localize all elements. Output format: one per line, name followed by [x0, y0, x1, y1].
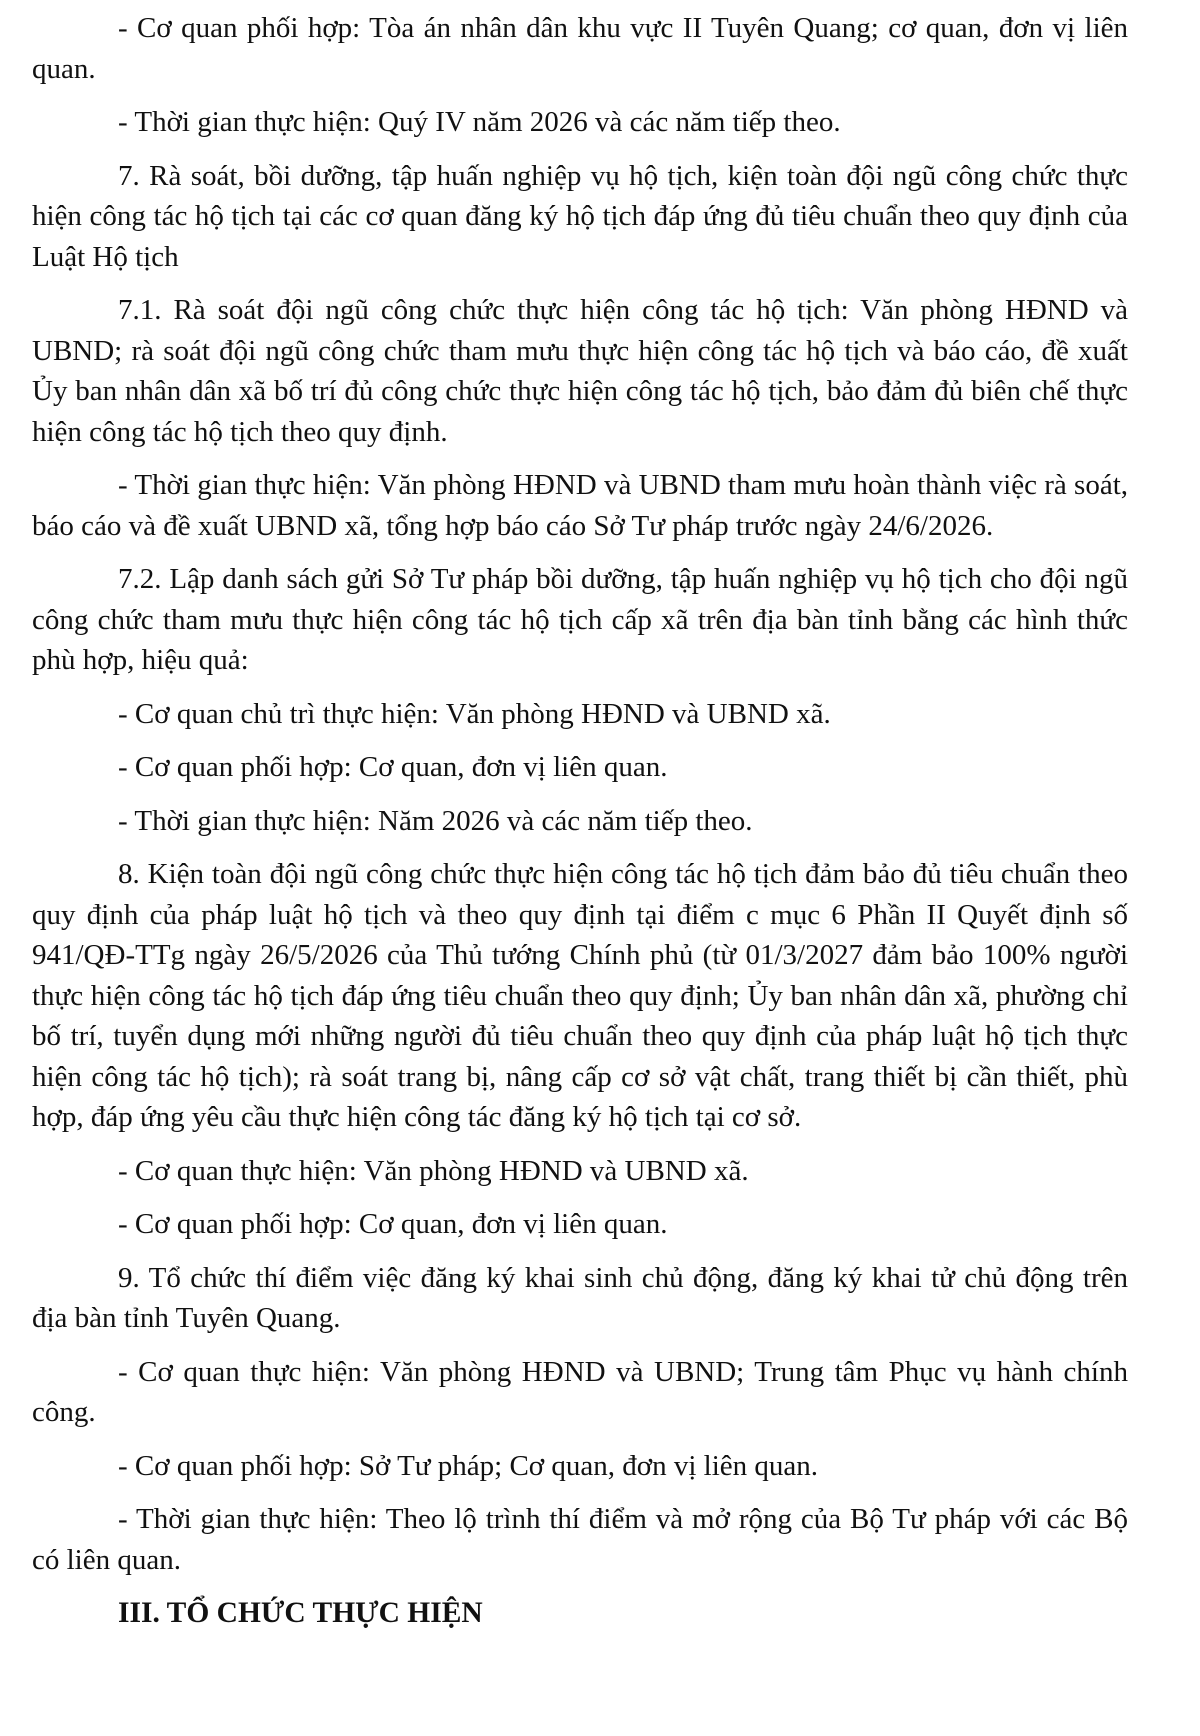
paragraph-timeline-9: - Thời gian thực hiện: Theo lộ trình thí điểm và mở rộng của Bộ Tư pháp với các Bộ có liên quan. [32, 1503, 1128, 1576]
paragraph-item-7-1: 7.1. Rà soát đội ngũ công chức thực hiện công tác hộ tịch: Văn phòng HĐND và UBND; rà soát đội ngũ công chức tham mưu thực hiện công tác hộ tịch và báo cáo, đề xuất Ủy ban nhân dân xã bố trí đủ công chức thực hiện công tác hộ tịch, bảo đảm đủ biên chế thực hiện công tác hộ tịch theo quy định. [32, 294, 1128, 448]
paragraph-implementing-agency-9: - Cơ quan thực hiện: Văn phòng HĐND và UBND; Trung tâm Phục vụ hành chính công. [32, 1355, 1128, 1428]
paragraph-coordinating-agency-9: - Cơ quan phối hợp: Sở Tư pháp; Cơ quan, đơn vị liên quan. [118, 1449, 819, 1482]
paragraph-item-7: 7. Rà soát, bồi dưỡng, tập huấn nghiệp vụ hộ tịch, kiện toàn đội ngũ công chức thực hiện công tác hộ tịch tại các cơ quan đăng ký hộ tịch đáp ứng đủ tiêu chuẩn theo quy định của Luật Hộ tịch [32, 159, 1128, 273]
paragraph-lead-agency-7-2: - Cơ quan chủ trì thực hiện: Văn phòng HĐND và UBND xã. [118, 697, 831, 730]
paragraph-timeline-7-2: - Thời gian thực hiện: Năm 2026 và các năm tiếp theo. [118, 804, 753, 837]
paragraph-item-8: 8. Kiện toàn đội ngũ công chức thực hiện công tác hộ tịch đảm bảo đủ tiêu chuẩn theo quy định của pháp luật hộ tịch và theo quy định tại điểm c mục 6 Phần II Quyết định số 941/QĐ-TTg ngày 26/5/2026 của Thủ tướng Chính phủ (từ 01/3/2027 đảm bảo 100% người thực hiện công tác hộ tịch đáp ứng tiêu chuẩn theo quy định; Ủy ban nhân dân xã, phường chỉ bố trí, tuyển dụng mới những người đủ tiêu chuẩn theo quy định của pháp luật hộ tịch thực hiện công tác hộ tịch); rà soát trang bị, nâng cấp cơ sở vật chất, trang thiết bị cần thiết, phù hợp, đáp ứng yêu cầu thực hiện công tác đăng ký hộ tịch tại cơ sở. [32, 858, 1128, 1133]
paragraph-coordinating-agency-court: - Cơ quan phối hợp: Tòa án nhân dân khu vực II Tuyên Quang; cơ quan, đơn vị liên quan. [32, 12, 1128, 85]
paragraph-timeline-q4-2026: - Thời gian thực hiện: Quý IV năm 2026 và các năm tiếp theo. [118, 106, 841, 138]
paragraph-item-7-2: 7.2. Lập danh sách gửi Sở Tư pháp bồi dưỡng, tập huấn nghiệp vụ hộ tịch cho đội ngũ công chức tham mưu thực hiện công tác hộ tịch cấp xã trên địa bàn tỉnh bằng các hình thức phù hợp, hiệu quả: [32, 563, 1128, 676]
paragraph-coordinating-agency-7-2: - Cơ quan phối hợp: Cơ quan, đơn vị liên quan. [118, 751, 668, 783]
section-heading: III. TỔ CHỨC THỰC HIỆN [118, 1597, 483, 1629]
paragraph-item-9: 9. Tổ chức thí điểm việc đăng ký khai sinh chủ động, đăng ký khai tử chủ động trên địa bàn tỉnh Tuyên Quang. [32, 1261, 1128, 1334]
paragraph-timeline-7-1: - Thời gian thực hiện: Văn phòng HĐND và UBND tham mưu hoàn thành việc rà soát, báo cáo và đề xuất UBND xã, tổng hợp báo cáo Sở Tư pháp trước ngày 24/6/2026. [32, 469, 1128, 542]
paragraph-implementing-agency-8: - Cơ quan thực hiện: Văn phòng HĐND và UBND xã. [118, 1154, 749, 1187]
paragraph-coordinating-agency-8: - Cơ quan phối hợp: Cơ quan, đơn vị liên quan. [118, 1208, 668, 1240]
